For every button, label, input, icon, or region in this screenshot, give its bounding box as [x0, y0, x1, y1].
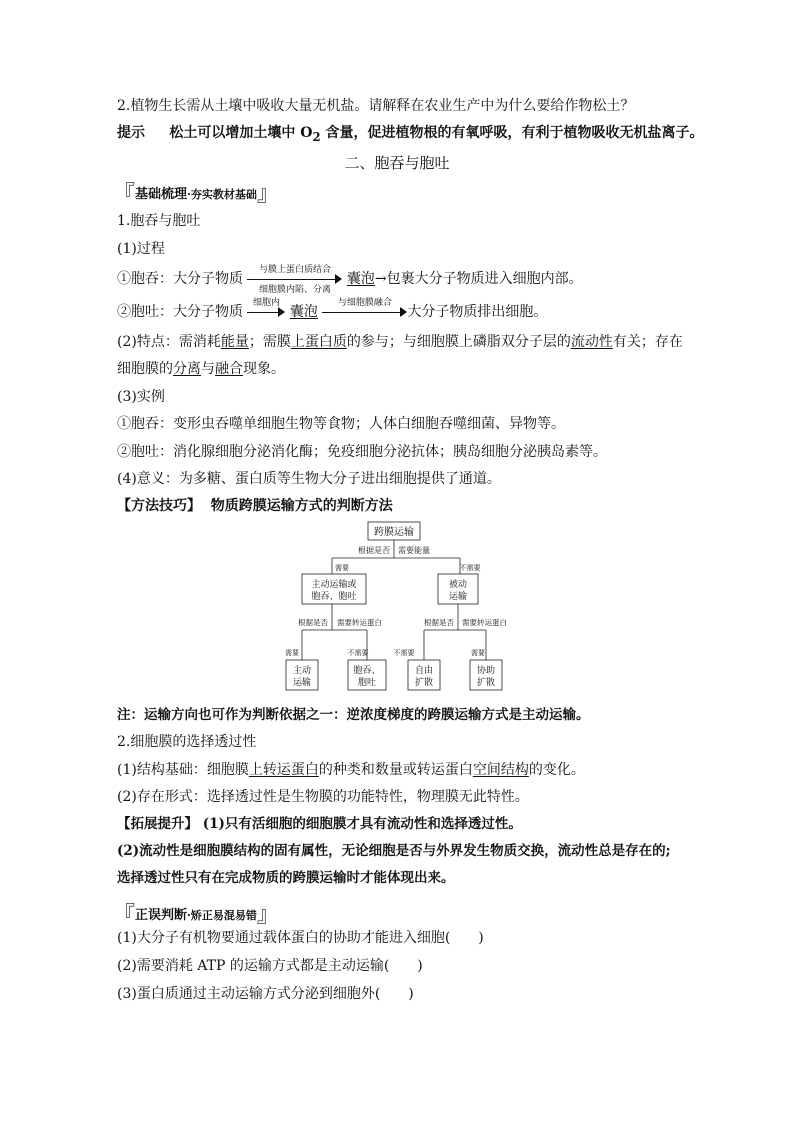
judge-header-sub: ·矫正易混易错 — [187, 909, 257, 922]
exocytosis-arrow-2-top: 与细胞膜融合 — [337, 298, 392, 308]
question-2: 2.植物生长需从土壤中吸收大量无机盐。请解释在农业生产中为什么要给作物松土？ — [117, 98, 635, 114]
fc-noneed-2: 不需要 — [347, 649, 369, 657]
ext-l1: (1)只有活细胞的细胞膜才具有流动性和选择透过性。 — [202, 816, 522, 832]
endocytosis-result: →包裹大分子物质进入细胞内部。 — [374, 271, 583, 287]
structure-prefix: (1)结构基础：细胞膜 — [117, 762, 249, 778]
fc-passive-l1: 被动 — [448, 580, 468, 590]
fc-noneed-1: 不需要 — [459, 564, 481, 572]
endocytosis-arrow-bottom: 细胞膜内陷、分离 — [258, 285, 331, 295]
exocytosis-result: 大分子物质排出细胞。 — [407, 304, 548, 320]
judge-3: (3)蛋白质通过主动运输方式分泌到细胞外( ) — [117, 986, 414, 1002]
judge-2: (2)需要消耗 ATP 的运输方式都是主动运输( ) — [117, 958, 423, 974]
features-fusion: 融合 — [215, 361, 243, 377]
hint-line — [117, 124, 703, 146]
fc-leaf3-l2: 扩散 — [414, 678, 434, 688]
basics-header: 『基础梳理·夯实教材基础』 — [113, 182, 279, 207]
hint-text-1: 松土可以增加土壤中 O — [169, 125, 313, 141]
exocytosis-arrow-1 — [247, 298, 285, 321]
fc-crit1-left: 根据是否 — [358, 546, 390, 555]
structure-mid: 的种类和数量或转运蛋白 — [318, 762, 473, 778]
process-label: (1)过程 — [117, 241, 165, 257]
features-and: 与 — [201, 361, 215, 377]
section-title: 二、胞吞与胞吐 — [344, 154, 450, 172]
basics-header-sub: ·夯实教材基础 — [187, 188, 257, 201]
endocytosis-arrow — [247, 265, 342, 295]
exocytosis-line — [117, 298, 548, 321]
exocytosis-label: ②胞吐：大分子物质 — [117, 304, 243, 320]
structure-line — [117, 761, 585, 779]
features-line2-a: 细胞膜的 — [117, 361, 173, 377]
features-separation: 分离 — [173, 361, 201, 377]
fc-leaf3-l1: 自由 — [414, 666, 434, 676]
fc-need-1: 需要 — [335, 564, 349, 572]
features-fluidity: 流动性 — [570, 334, 613, 350]
fc-noneed-3: 不需要 — [393, 649, 415, 657]
transport-flowchart — [282, 518, 522, 694]
features-line-1 — [117, 333, 683, 351]
ext-line-3: 选择透过性只有在完成物质的跨膜运输时才能体现出来。 — [117, 870, 455, 886]
example-1: ①胞吞：变形虫吞噬单细胞生物等食物；人体白细胞吞噬细菌、异物等。 — [117, 416, 565, 432]
fc-leaf4-l2: 扩散 — [476, 678, 496, 688]
exocytosis-arrow-1-top: 细胞内 — [252, 298, 280, 308]
fc-crit2-right-b: 需要转运蛋白 — [462, 618, 507, 627]
judge-header-main: 正误判断 — [135, 908, 188, 923]
fc-leaf1-l2: 运输 — [292, 678, 312, 688]
structure-spatial: 空间结构 — [472, 762, 529, 778]
method-line — [117, 497, 393, 515]
features-line-2 — [117, 360, 285, 378]
ext-line-2: (2)流动性是细胞膜结构的固有属性，无论细胞是否与外界发生物质交换，流动性总是存在的; — [117, 843, 671, 859]
method-title: 物质跨膜运输方式的判断方法 — [210, 498, 393, 514]
fc-crit2-left-b: 根据是否 — [424, 618, 454, 627]
endocytosis-line — [117, 265, 583, 295]
endocytosis-label: ①胞吞：大分子物质 — [117, 271, 243, 287]
significance: (4)意义：为多糖、蛋白质等生物大分子进出细胞提供了通道。 — [117, 471, 501, 487]
features-line2-b: 现象。 — [243, 361, 285, 377]
features-t3: 的参与；与细胞膜上磷脂双分子层的 — [346, 334, 571, 350]
ext-tag: 【拓展提升】 — [117, 816, 198, 832]
fc-leaf4-l1: 协助 — [476, 666, 496, 676]
fc-active-l1: 主动运输或 — [311, 580, 357, 590]
basics-header-main: 基础梳理 — [135, 187, 188, 202]
note: 注：运输方向也可作为判断依据之一：逆浓度梯度的跨膜运输方式是主动运输。 — [117, 707, 590, 723]
fc-leaf1-l1: 主动 — [292, 666, 312, 676]
features-t4: 有关；存在 — [612, 334, 683, 350]
example-2: ②胞吐：消化腺细胞分泌消化酶；免疫细胞分泌抗体；胰岛细胞分泌胰岛素等。 — [117, 444, 607, 460]
hint-label: 提示 — [117, 125, 145, 141]
examples-label: (3)实例 — [117, 389, 165, 405]
judge-header: 『正误判断·矫正易混易错』 — [113, 903, 279, 928]
features-prefix: (2)特点：需消耗 — [117, 334, 221, 350]
fc-need-3: 需要 — [471, 649, 485, 657]
fc-need-2: 需要 — [285, 649, 299, 657]
fc-active-l2: 胞吞、胞吐 — [311, 592, 357, 602]
heading-2: 2.细胞膜的选择透过性 — [117, 734, 257, 750]
exocytosis-vesicle: 囊泡 — [289, 304, 318, 320]
method-tag: 【方法技巧】 — [117, 498, 201, 514]
ext-line-1 — [117, 815, 522, 833]
judge-1: (1)大分子有机物要通过载体蛋白的协助才能进入细胞( ) — [117, 930, 484, 946]
heading-1: 1.胞吞与胞吐 — [117, 213, 201, 229]
endocytosis-vesicle: 囊泡 — [346, 271, 375, 287]
endocytosis-arrow-top: 与膜上蛋白质结合 — [258, 265, 331, 275]
fc-passive-l2: 运输 — [448, 592, 468, 602]
structure-transporter: 上转运蛋白 — [248, 762, 319, 778]
fc-leaf2-l1: 胞吞、 — [353, 666, 381, 676]
features-energy: 能量 — [220, 334, 249, 350]
features-protein: 上蛋白质 — [290, 334, 347, 350]
hint-subscript: 2 — [312, 129, 321, 144]
structure-end: 的变化。 — [528, 762, 585, 778]
features-t2: ；需膜 — [248, 334, 291, 350]
form-line: (2)存在形式：选择透过性是生物膜的功能特性，物理膜无此特性。 — [117, 789, 529, 805]
fc-crit2-right-a: 需要转运蛋白 — [337, 618, 382, 627]
exocytosis-arrow-2 — [322, 298, 407, 321]
fc-crit1-right: 需要能量 — [398, 546, 430, 555]
fc-crit2-left-a: 根据是否 — [298, 618, 328, 627]
hint-text-2: 含量，促进植物根的有氧呼吸，有利于植物吸收无机盐离子。 — [320, 125, 704, 141]
fc-root: 跨膜运输 — [374, 527, 414, 538]
fc-leaf2-l2: 胞吐 — [357, 678, 377, 688]
